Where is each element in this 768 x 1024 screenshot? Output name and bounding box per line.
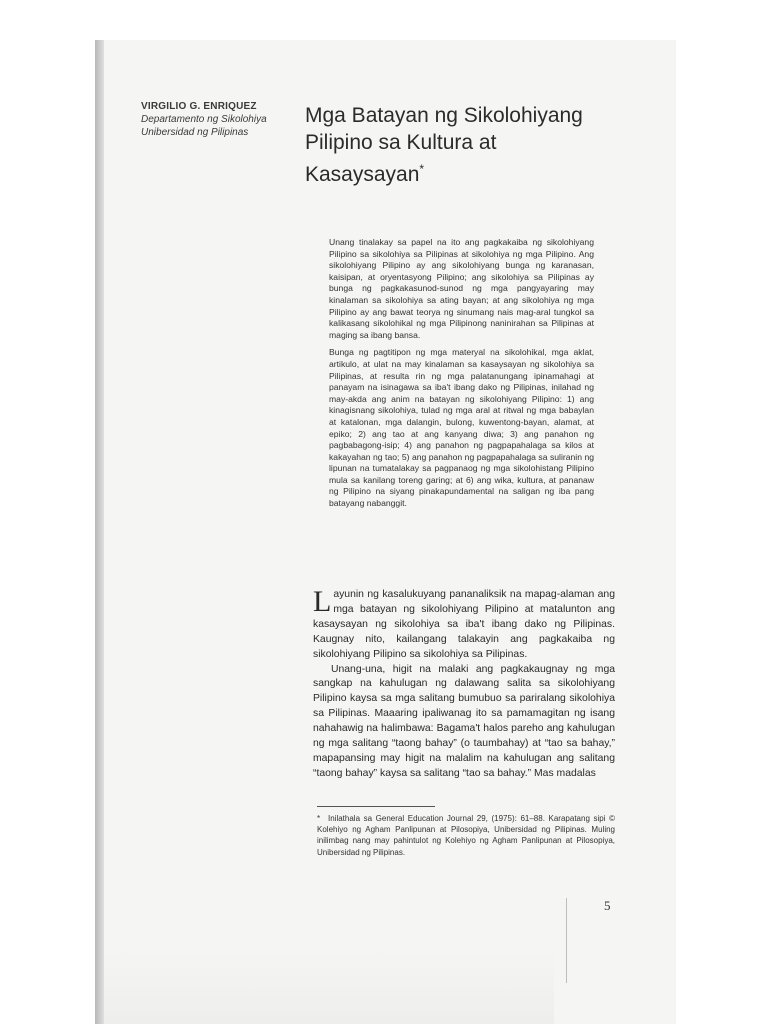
abstract-paragraph-1: Unang tinalakay sa papel na ito ang pagkakaiba ng sikolohiyang Pilipino sa sikolohiya sa Pilipinas at sikolohiya ng mga Pilipino. Ang sikolohiyang Pilipino ay ang sikolohiyang bunga ng karanasan, kaisipan, at oryentasyong Pilipino; ang sikolohiya sa Pilipinas ay bunga ng pagkakasunod-sunod ng mga pangyayaring may kinalaman sa sikolohiya sa ating bayan; at ang sikolohiya ng mga Pilipino ay ang bawat teorya ng sinumang nais mag-aral tungkol sa kalikasang sikolohikal ng mga Pilipinong naninirahan sa Pilipinas at maging sa ibang bansa. [329,237,594,340]
body-text [313,585,615,782]
scan-left-margin [0,0,95,1024]
author-name: VIRGILIO G. ENRIQUEZ [141,101,257,112]
title-line-2: Pilipino sa Kultura at [305,131,497,154]
footnote-text: Inilathala sa General Education Journal 29, (1975): 61–88. Karapatang sipi © Kolehiyo ng Agham Panlipunan at Pilosopiya, Unibersidad ng Pilipinas. Muling inilimbag nang may pahintulot ng Kolehiyo ng Agham Panlipunan at Pilosopiya, Unibersidad ng Pilipinas. [317,814,615,857]
author-university: Unibersidad ng Pilipinas [141,127,249,138]
page-number: 5 [604,898,611,913]
abstract-paragraph-2: Bunga ng pagtitipon ng mga materyal na sikolohikal, mga aklat, artikulo, at ulat na may kinalaman sa kasaysayan ng sikolohiya sa Pilipinas, at resulta rin ng mga palatanungang ipinamahagi at panayam na isinagawa sa iba't ibang dako ng Pilipinas, inilahad ng may-akda ang anim na batayan ng sikolohiyang Pilipino: 1) ang kinagisnang sikolohiya, tulad ng mga aral at ritwal ng mga babaylan at katalonan, mga dalangin, bulong, kuwentong-bayan, alamat, at epiko; 2) ang tao at ang kanyang diwa; 3) ang panahon ng pagbabagong-isip; 4) ang panahon ng pagpapahalaga sa kilos at kakayahan ng tao; 5) ang panahon ng pagpapahalaga sa suliranin ng lipunan na tumatalakay sa pagpanaog ng mga sikolohistang Pilipino mula sa kanilang toreng garing; at 6) ang wika, kultura, at pananaw ng Pilipino na siyang pinakapundamental na saligan ng iba pang batayang nabanggit. [329,347,594,509]
author-department: Departamento ng Sikolohiya [141,114,267,125]
article-title [305,102,635,188]
author-block [141,100,301,139]
body-paragraph-1 [313,585,615,663]
footnote-marker: * [317,814,321,823]
page-bottom-shade [104,950,554,1024]
page-number-rule [566,898,567,983]
title-line-3: Kasaysayan [305,163,420,186]
footnote [317,813,615,858]
title-footnote-marker: * [419,162,425,176]
body-paragraph-1-text: ayunin ng kasalukuyang pananaliksik na mapag-alaman ang mga batayan ng sikolohiyang Pilipino at matalunton ang kasaysayan ng sikolohiya sa iba't ibang dako ng Pilipinas. Kaugnay nito, kailangang talakayin ang pagkakaiba ng sikolohiyang Pilipino sa sikolohiya sa Pilipinas. [313,589,615,660]
body-paragraph-2: Unang-una, higit na malaki ang pagkakaugnay ng mga sangkap na kahulugan ng dalawang salita sa sikolohiyang Pilipino kaysa sa mga salitang bumubuo sa pariralang sikolohiya sa Pilipinas. Maaaring ipaliwanag ito sa pamamagitan ng isang nahahawig na halimbawa: Bagama't halos pareho ang kahulugan ng mga salitang “taong bahay” (o taumbahay) at “tao sa bahay,” mapapansing may higit na malalim na kahulugan ang salitang “taong bahay” kaysa sa salitang “tao sa bahay.” Mas madalas [313,663,615,779]
drop-cap: L [313,585,332,618]
scan-top-margin [0,0,768,40]
title-line-1: Mga Batayan ng Sikolohiyang [305,104,583,127]
scan-right-margin [676,40,768,1024]
abstract [329,237,594,516]
footnote-rule [317,806,435,807]
